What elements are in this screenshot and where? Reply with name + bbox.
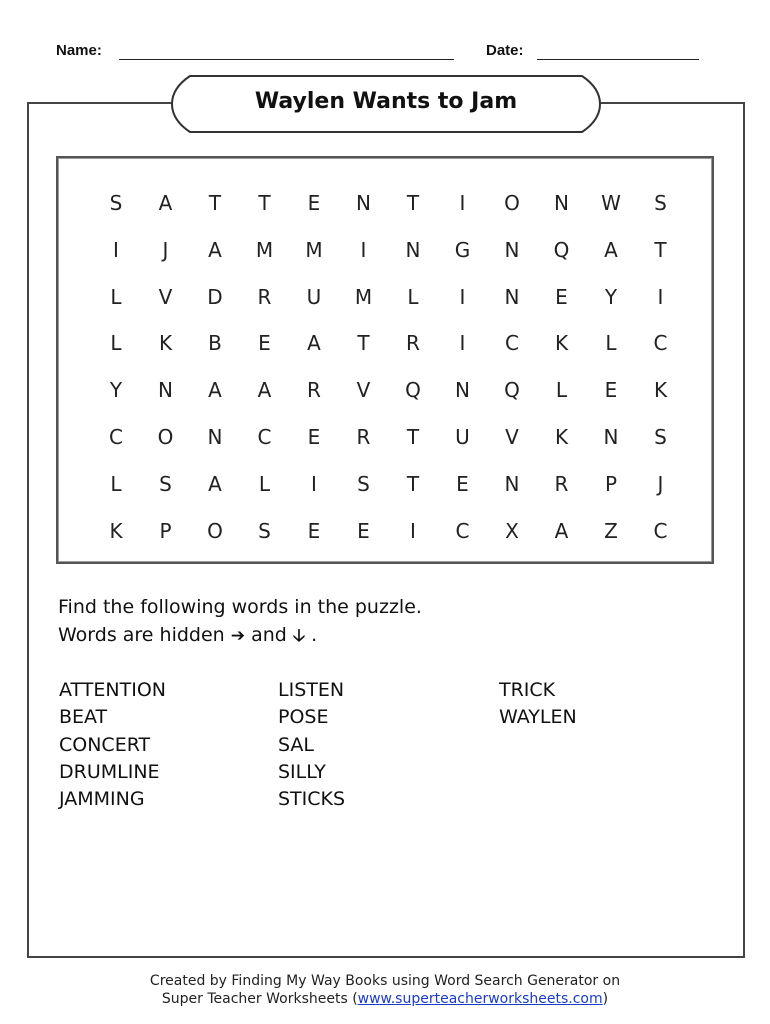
grid-letter: J — [162, 237, 169, 262]
grid-letter: T — [208, 191, 222, 215]
word-list-item: CONCERT — [59, 733, 151, 756]
grid-letter: E — [357, 518, 370, 543]
grid-letter: E — [456, 471, 469, 496]
grid-letter: T — [357, 331, 370, 356]
grid-letter: A — [307, 331, 321, 356]
name-label: Name: — [56, 42, 102, 59]
grid-letter: N — [455, 378, 470, 403]
grid-letter: W — [601, 191, 621, 215]
grid-letter: N — [504, 237, 520, 262]
grid-letter: C — [257, 425, 272, 449]
grid-letter: P — [159, 518, 172, 543]
arrow-right-icon: ➔ — [230, 626, 246, 646]
grid-letter: S — [109, 191, 123, 215]
grid-letter: L — [110, 284, 122, 309]
word-list-item: WAYLEN — [499, 706, 577, 729]
word-list-item: POSE — [278, 706, 329, 729]
grid-letter: I — [459, 191, 466, 215]
date-field[interactable] — [537, 59, 699, 60]
word-list-item: SILLY — [278, 760, 326, 783]
grid-letter: I — [657, 284, 664, 309]
grid-letter: K — [109, 518, 123, 543]
grid-letter: U — [306, 284, 322, 309]
grid-letter: T — [654, 237, 667, 262]
grid-letter: X — [505, 518, 519, 543]
word-list-item: BEAT — [59, 706, 108, 729]
grid-letter: R — [406, 331, 420, 356]
grid-letter: C — [109, 425, 123, 449]
word-list-item: JAMMING — [59, 788, 145, 811]
title-banner — [168, 74, 604, 134]
grid-letter: B — [208, 331, 222, 356]
grid-letter: T — [406, 425, 420, 449]
grid-letter: U — [455, 425, 470, 449]
grid-letter: V — [158, 284, 173, 309]
grid-letter: R — [257, 284, 272, 309]
grid-letter: Y — [604, 284, 618, 309]
grid-letter: G — [454, 237, 471, 262]
grid-letter: N — [603, 425, 619, 449]
grid-letter: L — [555, 378, 568, 403]
grid-letter: Y — [109, 378, 123, 403]
grid-letter: E — [307, 518, 321, 543]
grid-letter: I — [459, 331, 466, 356]
grid-letter: L — [110, 331, 122, 356]
grid-letter: C — [653, 518, 668, 543]
footer-suffix: ) — [602, 991, 609, 1007]
instructions-prefix: Words are hidden — [58, 624, 225, 646]
grid-letter: E — [307, 425, 321, 449]
grid-letter: Q — [504, 378, 520, 403]
word-list-item: TRICK — [499, 679, 556, 701]
word-list-item: ATTENTION — [59, 679, 166, 701]
grid-letter: E — [307, 191, 321, 215]
grid-letter: L — [605, 331, 617, 356]
footer-link[interactable]: www.superteacherworksheets.com — [357, 991, 603, 1007]
grid-letter: T — [406, 191, 420, 215]
footer-prefix: Super Teacher Worksheets ( — [161, 991, 358, 1007]
word-list-item: STICKS — [278, 788, 346, 811]
word-search-grid — [56, 156, 714, 564]
grid-letter: I — [360, 237, 367, 262]
grid-letter: A — [208, 471, 222, 496]
grid-letter: N — [158, 378, 173, 403]
grid-letter: N — [207, 425, 223, 449]
grid-letter: V — [505, 425, 519, 449]
grid-letter: I — [311, 471, 317, 496]
grid-letter: K — [158, 331, 173, 356]
grid-letter: A — [158, 191, 173, 215]
grid-letter: I — [410, 518, 416, 543]
grid-letter: P — [604, 471, 618, 496]
header-line — [56, 40, 716, 64]
grid-letter: L — [110, 471, 122, 496]
instructions-period: . — [311, 624, 318, 646]
grid-letter: R — [554, 471, 569, 496]
instructions-line-1: Find the following words in the puzzle. — [58, 596, 422, 618]
word-list-item: SAL — [278, 733, 314, 756]
date-label: Date: — [486, 42, 524, 59]
grid-letter: N — [554, 191, 569, 215]
grid-letter: E — [604, 378, 618, 403]
grid-letter: Z — [604, 518, 618, 543]
grid-letter: K — [554, 425, 569, 449]
grid-letter: C — [505, 331, 519, 356]
name-field[interactable] — [119, 59, 454, 60]
grid-letter: T — [258, 191, 271, 215]
footer-source — [0, 991, 770, 1007]
page-title: Waylen Wants to Jam — [254, 89, 518, 114]
grid-letter: O — [207, 518, 223, 543]
instructions-and: and — [251, 624, 287, 646]
grid-letter: K — [653, 378, 668, 403]
grid-letter: Q — [405, 378, 421, 403]
grid-letter: C — [653, 331, 668, 356]
grid-letter: O — [504, 191, 520, 215]
arrow-down-icon: 🡣 — [292, 626, 306, 646]
word-list-item: LISTEN — [278, 679, 345, 701]
grid-letter: E — [258, 331, 271, 356]
grid-letter: S — [654, 191, 667, 215]
grid-letter: T — [406, 471, 420, 496]
grid-letter: R — [307, 378, 321, 403]
grid-letter: Q — [553, 237, 570, 262]
footer-credit: Created by Finding My Way Books using Word Search Generator on — [149, 973, 621, 989]
grid-letter: L — [258, 471, 271, 496]
grid-letter: E — [555, 284, 568, 309]
grid-letter: C — [455, 518, 470, 543]
grid-letter: V — [356, 378, 371, 403]
grid-letter: A — [554, 518, 569, 543]
word-list-item: DRUMLINE — [59, 760, 160, 783]
grid-letter: S — [654, 425, 667, 449]
grid-letter: S — [258, 518, 271, 543]
grid-letter: N — [405, 237, 421, 262]
grid-letter: N — [504, 471, 520, 496]
instructions-line-2 — [58, 623, 317, 652]
grid-letter: I — [459, 284, 466, 309]
grid-letter: N — [504, 284, 520, 309]
grid-letter: D — [207, 284, 223, 309]
grid-letter: L — [407, 284, 419, 309]
grid-letter: K — [554, 331, 569, 356]
grid-letter: S — [159, 471, 172, 496]
grid-letter: A — [208, 237, 222, 262]
grid-letter: A — [257, 378, 272, 403]
grid-letter: S — [357, 471, 370, 496]
grid-letter: J — [657, 471, 664, 496]
grid-letter: M — [354, 284, 373, 309]
grid-letter: A — [208, 378, 222, 403]
grid-letter: M — [255, 237, 274, 262]
grid-letter: M — [305, 237, 323, 262]
grid-letter: O — [157, 425, 174, 449]
grid-letter: N — [356, 191, 371, 215]
grid-letter: A — [604, 237, 618, 262]
grid-letter: I — [113, 237, 119, 262]
grid-letter: R — [356, 425, 371, 449]
